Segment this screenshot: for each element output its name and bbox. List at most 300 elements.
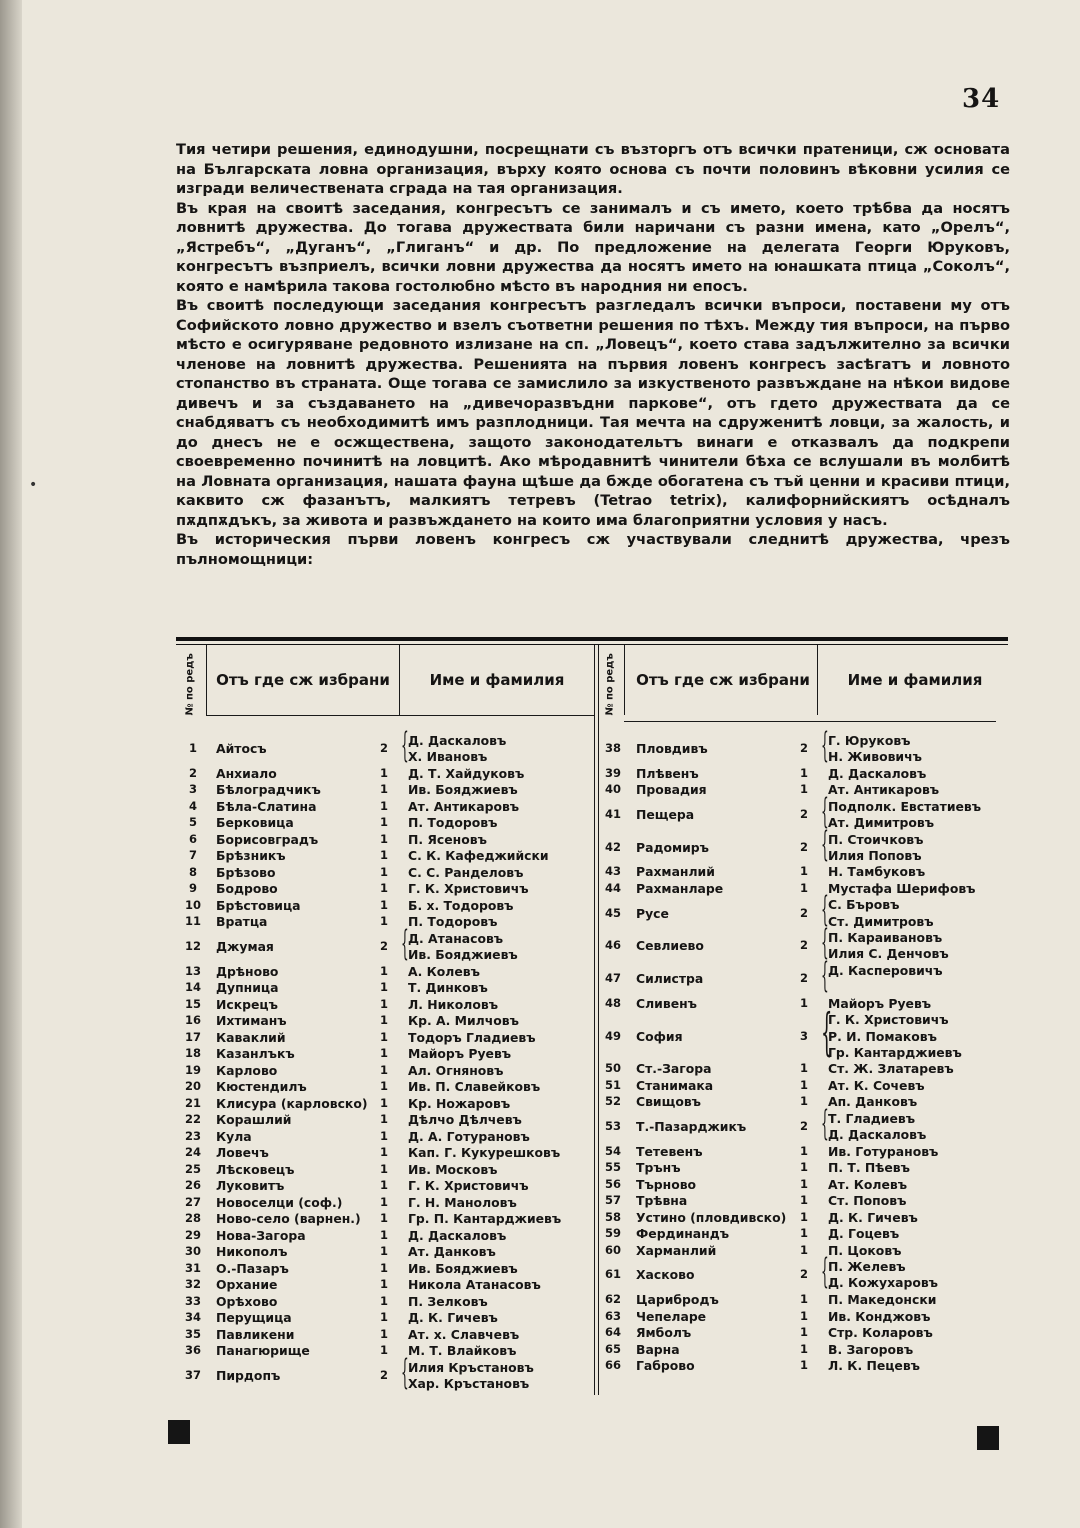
row-count: 1 xyxy=(379,782,388,797)
row-number: 65 xyxy=(604,1341,621,1356)
row-number: 18 xyxy=(184,1046,201,1061)
row-count: 1 xyxy=(799,1325,808,1339)
row-count: 1 xyxy=(379,864,388,879)
row-number: 60 xyxy=(604,1242,621,1257)
row-name: Кап. Г. Кукурешковъ xyxy=(408,1145,561,1161)
row-place: Перущица xyxy=(216,1310,292,1326)
header-name-right: Име и фамилия xyxy=(847,671,983,689)
row-place: Луковитъ xyxy=(216,1178,285,1194)
row-number: 32 xyxy=(184,1277,201,1292)
binding-gutter xyxy=(0,0,22,1528)
row-count: 1 xyxy=(799,995,808,1010)
table-row xyxy=(176,1209,918,1226)
row-count: 1 xyxy=(799,1193,808,1208)
row-name: П. Тодоровъ xyxy=(408,914,498,930)
row-count: 1 xyxy=(379,1211,388,1226)
row-place: Орхание xyxy=(216,1277,278,1293)
row-count: 1 xyxy=(379,996,388,1011)
row-number: 4 xyxy=(188,798,197,813)
row-name: Ат. К. Сочевъ xyxy=(828,1077,925,1093)
row-number: 15 xyxy=(184,996,201,1011)
header-bottom-rule xyxy=(206,715,594,716)
row-number: 31 xyxy=(184,1260,201,1275)
row-name: Гр. П. Кантарджиевъ xyxy=(408,1211,562,1227)
row-name: Мустафа Шерифовъ xyxy=(828,880,976,896)
row-place: Кюстендилъ xyxy=(216,1079,307,1095)
row-name: Д. Даскаловъ xyxy=(408,1227,507,1243)
row-place: Новоселци (соф.) xyxy=(216,1194,343,1210)
row-place: Тетевенъ xyxy=(636,1143,703,1159)
row-name: Д. Кожухаровъ xyxy=(828,1275,938,1291)
row-name: П. Т. Пѣевъ xyxy=(828,1160,910,1176)
row-name: С. К. Кафеджийски xyxy=(408,848,549,864)
row-name: Н. Живовичъ xyxy=(828,749,922,765)
row-place: Берковица xyxy=(216,815,294,831)
table-row xyxy=(176,880,976,897)
row-name: Ив. Готурановъ xyxy=(828,1143,939,1159)
row-number: 28 xyxy=(184,1211,201,1226)
row-number: 24 xyxy=(184,1145,201,1160)
row-place: Панагюрище xyxy=(216,1343,310,1359)
paragraph-2: Въ края на своитѣ заседания, конгресътъ се занималъ и съ името, което трѣбва да носятъ ловнитѣ дружества. До тогава дружествата били наричани съ разни имена, като „Орелъ“, „Ястребъ“, „Дуганъ“, „Глиганъ“ и др. По предложение на делегата Георги Юруковъ, конгресътъ възприелъ, всички ловни дружества да носятъ името на юнашката птица „Соколъ“, която е намѣрила такова гостолюбно мѣсто въ народния ни епосъ. xyxy=(176,199,1010,295)
row-count: 1 xyxy=(379,1244,388,1259)
row-place: Русе xyxy=(636,905,669,921)
row-count: 1 xyxy=(799,1341,808,1356)
row-count: 1 xyxy=(379,980,388,995)
row-count: 1 xyxy=(799,1061,808,1076)
row-count: 1 xyxy=(379,848,388,863)
table-row xyxy=(176,1358,920,1374)
row-count: 2 xyxy=(379,1367,388,1382)
table-top-rule xyxy=(176,637,1008,641)
body-text xyxy=(176,140,1010,569)
row-place: Царибродъ xyxy=(636,1292,719,1307)
row-name: Ат. Димитровъ xyxy=(828,815,935,831)
row-count: 2 xyxy=(799,839,808,854)
row-name: Ст. Ж. Златаревъ xyxy=(828,1061,954,1077)
brace-icon: { xyxy=(821,824,829,865)
table-row xyxy=(176,1094,918,1110)
row-name: Хар. Кръстановъ xyxy=(408,1375,530,1391)
row-name: Д. Гоцевъ xyxy=(828,1226,900,1242)
header-place-left: Отъ где сж избрани xyxy=(216,671,390,689)
row-count: 1 xyxy=(799,1143,808,1158)
row-count: 1 xyxy=(379,1161,388,1176)
row-number: 12 xyxy=(184,938,201,953)
row-number: 42 xyxy=(604,839,621,854)
grid-line xyxy=(206,645,207,715)
row-number: 58 xyxy=(604,1209,621,1224)
row-place: Силистра xyxy=(636,971,704,987)
row-count: 1 xyxy=(799,1160,808,1175)
row-number: 54 xyxy=(604,1143,621,1158)
row-name: П. Ясеновъ xyxy=(408,831,487,847)
row-name: Д. Даскаловъ xyxy=(408,733,507,748)
row-count: 2 xyxy=(799,1267,808,1282)
row-name: Ив. Бояджиевъ xyxy=(408,1260,518,1276)
row-place: Клисура (карловско) xyxy=(216,1095,368,1111)
row-count: 1 xyxy=(799,864,808,879)
row-place: Рахманларе xyxy=(636,880,724,896)
row-number: 41 xyxy=(604,806,621,821)
row-place: Казанлъкъ xyxy=(216,1046,295,1062)
table-row xyxy=(176,1341,914,1358)
table-row xyxy=(176,1308,931,1325)
table-row xyxy=(176,765,927,782)
table-row xyxy=(176,864,926,880)
table-row xyxy=(176,1226,900,1242)
table-row xyxy=(176,1193,907,1209)
row-place: Чепеларе xyxy=(636,1308,707,1324)
row-count: 1 xyxy=(799,765,808,780)
header-bottom-rule xyxy=(624,721,996,722)
row-place: Ихтиманъ xyxy=(216,1013,287,1029)
row-count: 1 xyxy=(379,881,388,896)
header-place-right: Отъ где сж избрани xyxy=(636,671,810,689)
row-number: 14 xyxy=(184,980,201,995)
table-row xyxy=(176,1242,902,1259)
brace-icon: { xyxy=(821,791,829,832)
row-number: 30 xyxy=(184,1244,201,1259)
row-name: Ал. Огняновъ xyxy=(408,1062,504,1078)
row-count: 1 xyxy=(379,1029,388,1044)
row-count: 1 xyxy=(379,1046,388,1061)
row-number: 61 xyxy=(604,1267,621,1282)
row-name: Гр. Кантарджиевъ xyxy=(828,1044,962,1060)
brace-icon: { xyxy=(401,726,409,766)
row-place: Павликени xyxy=(216,1326,295,1342)
row-number: 19 xyxy=(184,1062,201,1077)
row-place: Кула xyxy=(216,1128,252,1144)
row-number: 29 xyxy=(184,1227,201,1242)
row-place: Нова-Загора xyxy=(216,1227,306,1243)
row-place: Ново-село (варнен.) xyxy=(216,1211,361,1227)
brace-icon: { xyxy=(821,1252,829,1293)
table-row xyxy=(176,1160,910,1176)
row-name: Ат. Антикаровъ xyxy=(828,782,940,798)
row-place: Дрѣново xyxy=(216,963,279,979)
row-number: 66 xyxy=(604,1358,621,1372)
row-place: Харманлий xyxy=(636,1242,717,1258)
header-no-right: № по редъ xyxy=(604,653,616,716)
row-number: 53 xyxy=(604,1119,621,1134)
row-number: 34 xyxy=(184,1310,201,1325)
grid-line xyxy=(817,645,818,715)
row-name: Д. А. Готурановъ xyxy=(408,1128,530,1144)
row-count: 1 xyxy=(379,963,388,978)
row-number: 17 xyxy=(184,1029,201,1044)
row-name: Илия Кръстановъ xyxy=(408,1359,534,1375)
row-count: 1 xyxy=(379,1277,388,1292)
row-name: П. Желевъ xyxy=(828,1259,906,1275)
row-number: 48 xyxy=(604,995,621,1010)
row-name: Кр. Ножаровъ xyxy=(408,1095,511,1111)
row-place: Ямболъ xyxy=(636,1325,692,1340)
row-name: Л. К. Пецевъ xyxy=(828,1358,920,1373)
row-number: 38 xyxy=(604,741,621,756)
row-name: В. Загоровъ xyxy=(828,1341,914,1357)
paragraph-4: Въ историческия първи ловенъ конгресъ сж участвували следнитѣ дружества, чрезъ пълномощници: xyxy=(176,531,1010,568)
row-place: Търново xyxy=(636,1176,697,1192)
row-number: 20 xyxy=(184,1079,201,1094)
row-name: Илия С. Денчовъ xyxy=(828,946,949,962)
table-row xyxy=(176,726,922,766)
brace-icon: { xyxy=(401,1352,409,1393)
row-place: Севлиево xyxy=(636,938,704,954)
row-name: М. Т. Влайковъ xyxy=(408,1343,517,1359)
row-place: Ст.-Загора xyxy=(636,1061,712,1077)
row-count: 1 xyxy=(799,782,808,797)
row-count: 1 xyxy=(799,1242,808,1257)
row-name: Г. К. Христовичъ xyxy=(828,1012,949,1028)
row-count: 2 xyxy=(799,806,808,821)
row-place: Искрецъ xyxy=(216,996,278,1012)
row-count: 1 xyxy=(379,897,388,912)
row-place: Корашлий xyxy=(216,1112,292,1128)
brace-icon: { xyxy=(821,956,829,996)
row-count: 2 xyxy=(799,971,808,986)
row-name: Н. Тамбуковъ xyxy=(828,864,926,880)
row-name: С. Бъровъ xyxy=(828,897,900,913)
row-count: 2 xyxy=(799,741,808,756)
row-number: 44 xyxy=(604,880,621,895)
row-count: 1 xyxy=(799,1209,808,1224)
row-number: 46 xyxy=(604,938,621,953)
row-number: 45 xyxy=(604,905,621,920)
row-name: Г. Юруковъ xyxy=(828,733,911,748)
row-place: Брѣстовица xyxy=(216,897,301,913)
row-name: П. Караивановъ xyxy=(828,930,943,946)
row-count: 1 xyxy=(799,1094,808,1109)
row-count: 1 xyxy=(379,1227,388,1242)
table-row xyxy=(176,923,949,964)
row-place: Вратца xyxy=(216,914,268,930)
row-place: Карлово xyxy=(216,1062,278,1078)
row-name: Д. Даскаловъ xyxy=(828,1127,927,1143)
row-name: Ив. Конджовъ xyxy=(828,1308,931,1324)
row-count: 1 xyxy=(379,1326,388,1341)
row-number: 39 xyxy=(604,765,621,780)
row-name: Ат. х. Славчевъ xyxy=(408,1326,520,1342)
row-number: 33 xyxy=(184,1293,201,1308)
row-place: Хасково xyxy=(636,1267,695,1283)
row-number: 7 xyxy=(188,848,197,863)
brace-icon: { xyxy=(821,726,829,766)
table-row xyxy=(176,1292,937,1308)
row-count: 1 xyxy=(379,1013,388,1028)
row-place: Свищовъ xyxy=(636,1094,701,1110)
row-name: П. Македонски xyxy=(828,1292,937,1307)
grid-line xyxy=(598,645,599,1395)
row-number: 56 xyxy=(604,1176,621,1191)
row-place: Брѣзникъ xyxy=(216,848,286,864)
row-number: 50 xyxy=(604,1061,621,1076)
row-name: Ив. Бояджиевъ xyxy=(408,782,518,798)
row-place: София xyxy=(636,1028,683,1044)
row-number: 36 xyxy=(184,1343,201,1358)
row-number: 63 xyxy=(604,1308,621,1323)
row-name: Д. К. Гичевъ xyxy=(828,1209,918,1225)
table-row xyxy=(176,995,932,1012)
row-place: Трѣвна xyxy=(636,1193,688,1209)
row-count: 2 xyxy=(799,938,808,953)
row-place: Трънъ xyxy=(636,1160,681,1176)
row-name: П. Зелковъ xyxy=(408,1293,488,1309)
grid-line xyxy=(399,645,400,715)
row-place: Фердинандъ xyxy=(636,1226,730,1242)
row-name: Д. Касперовичъ xyxy=(828,963,943,978)
row-number: 40 xyxy=(604,782,621,797)
row-place: Брѣзово xyxy=(216,864,276,880)
row-name: Ат. Колевъ xyxy=(828,1176,908,1192)
row-count: 1 xyxy=(799,1308,808,1323)
row-name: Ат. Данковъ xyxy=(408,1244,496,1260)
row-count: 2 xyxy=(799,1119,808,1134)
row-place: Каваклий xyxy=(216,1029,286,1045)
row-count: 2 xyxy=(379,938,388,953)
brace-icon: { xyxy=(821,890,829,931)
row-place: Плѣвенъ xyxy=(636,765,699,781)
row-count: 2 xyxy=(799,905,808,920)
row-count: 2 xyxy=(379,741,388,756)
row-name: Т. Динковъ xyxy=(408,980,488,996)
row-place: Т.-Пазарджикъ xyxy=(636,1119,747,1135)
paragraph-1: Тия четири решения, единодушни, посрещнати съ възторгъ отъ всички пратеници, сж основата на Българската ловна организация, върху която основа съ почти половинъ вѣковни усилия се изгради величествената сграда на тая организация. xyxy=(176,141,1010,197)
row-number: 23 xyxy=(184,1128,201,1143)
row-number: 35 xyxy=(184,1326,201,1341)
table-row xyxy=(176,956,943,996)
row-name: Ат. Антикаровъ xyxy=(408,798,520,814)
row-place: Дупница xyxy=(216,980,279,996)
row-number: 43 xyxy=(604,864,621,879)
row-name: Подполк. Евстатиевъ xyxy=(828,798,982,814)
row-number: 10 xyxy=(184,897,201,912)
row-name: Г. К. Христовичъ xyxy=(408,1178,529,1194)
row-count: 1 xyxy=(379,1310,388,1325)
row-name: Г. Н. Маноловъ xyxy=(408,1194,517,1210)
table-row xyxy=(176,782,940,798)
row-name: Тодоръ Гладиевъ xyxy=(408,1029,536,1045)
row-place: Рахманлий xyxy=(636,864,715,880)
brace-icon: { xyxy=(821,923,829,964)
row-name: Р. И. Помаковъ xyxy=(828,1028,937,1044)
row-name: Д. Даскаловъ xyxy=(828,765,927,781)
row-number: 51 xyxy=(604,1077,621,1092)
row-number: 27 xyxy=(184,1194,201,1209)
table-row xyxy=(176,890,934,931)
row-place: Станимака xyxy=(636,1077,714,1093)
table-row xyxy=(176,1061,954,1077)
row-count: 1 xyxy=(799,1226,808,1241)
row-place: Радомиръ xyxy=(636,839,709,855)
row-name: П. Стоичковъ xyxy=(828,831,924,847)
row-number: 5 xyxy=(188,815,197,830)
row-name: Никола Атанасовъ xyxy=(408,1277,541,1293)
row-count: 1 xyxy=(379,765,388,780)
row-place: Ловечъ xyxy=(216,1145,269,1161)
row-number: 47 xyxy=(604,971,621,986)
row-name: Т. Гладиевъ xyxy=(828,1110,916,1126)
row-name: Ив. Московъ xyxy=(408,1161,498,1177)
row-place: О.-Пазаръ xyxy=(216,1260,289,1276)
row-number: 64 xyxy=(604,1325,621,1339)
table-row xyxy=(176,1077,925,1094)
row-name: Х. Ивановъ xyxy=(408,749,488,765)
row-number: 22 xyxy=(184,1112,201,1127)
row-place: Габрово xyxy=(636,1358,695,1373)
registration-mark-right xyxy=(977,1426,999,1450)
row-name: Кр. А. Милчовъ xyxy=(408,1013,519,1029)
row-name: Д. Т. Хайдуковъ xyxy=(408,765,525,781)
row-number: 25 xyxy=(184,1161,201,1176)
paragraph-3: Въ своитѣ последующи заседания конгресътъ разгледалъ всички въпроси, поставени му отъ Софийското ловно дружество и взелъ съответни решения по тѣхъ. Между тия въпроси, на първо мѣсто е осигуряване редовното излизане на сп. „Ловецъ“, което става задължително за всички членове на ловнитѣ дружества. Решенията на първия ловенъ конгресъ засѣгатъ и ловното стопанство въ страната. Още тогава се замислило за изкуственото развъждане на нѣкои видове дивечъ и за създаването на „дивечоразвъдни паркове“, отъ гдето дружествата да се снабдяватъ съ необходимитѣ имъ разплодници. Тая мечта на сдруженитѣ ловци, за жалость, и до днесъ не е осжществена, защото законодательтъ винаги е отказвалъ да подкрепи своевременно починитѣ на ловцитѣ. Ако мѣродавнитѣ чинители бѣха се вслушали въ молбитѣ на Ловната организация, нашата фауна щѣше да бжде обогатена съ тъй ценни и красиви птици, каквито сж фазанътъ, малкиятъ тетревъ (Tetrao tetrix), калифорнийскиятъ осѣдналъ пѫдпѫдъкъ, за живота и развъждането на които има благоприятни условия у насъ. xyxy=(176,297,1010,529)
row-count: 1 xyxy=(799,1077,808,1092)
row-number: 57 xyxy=(604,1193,621,1208)
row-name: Дѣлчо Дѣлчевъ xyxy=(408,1112,522,1128)
table-row xyxy=(176,1143,939,1160)
row-place: Бѣлоградчикъ xyxy=(216,782,321,798)
row-number: 59 xyxy=(604,1226,621,1241)
row-place: Джумая xyxy=(216,938,274,954)
row-number: 8 xyxy=(188,864,197,879)
row-number: 13 xyxy=(184,963,201,978)
row-number: 55 xyxy=(604,1160,621,1175)
header-name-left: Име и фамилия xyxy=(429,671,565,689)
row-number: 1 xyxy=(188,741,197,756)
row-name: Л. Николовъ xyxy=(408,996,499,1012)
row-count: 1 xyxy=(379,1260,388,1275)
row-place: Пирдопъ xyxy=(216,1367,281,1383)
row-name: Ап. Данковъ xyxy=(828,1094,918,1110)
row-number: 62 xyxy=(604,1292,621,1306)
row-place: Бѣла-Слатина xyxy=(216,798,317,814)
row-number: 6 xyxy=(188,831,197,846)
table-row xyxy=(176,1325,933,1341)
brace-icon: { xyxy=(401,923,409,964)
row-place: Сливенъ xyxy=(636,995,697,1011)
row-name: Илия Поповъ xyxy=(828,847,922,863)
row-place: Пещера xyxy=(636,806,695,822)
row-count: 1 xyxy=(799,880,808,895)
row-number: 16 xyxy=(184,1013,201,1028)
row-name: Д. К. Гичевъ xyxy=(408,1310,498,1326)
row-name: Стр. Коларовъ xyxy=(828,1325,933,1340)
table-row xyxy=(176,1176,908,1193)
table-row xyxy=(176,791,982,832)
row-number: 26 xyxy=(184,1178,201,1193)
row-number: 2 xyxy=(188,765,197,780)
row-number: 37 xyxy=(184,1367,201,1382)
page-number: 34 xyxy=(962,84,1001,114)
brace-icon: { xyxy=(821,1003,833,1063)
row-number: 3 xyxy=(188,782,197,797)
row-place: Борисовградъ xyxy=(216,831,319,847)
row-count: 1 xyxy=(379,1095,388,1110)
row-count: 1 xyxy=(379,815,388,830)
row-name: Ст. Димитровъ xyxy=(828,913,934,929)
row-name: Ив. Бояджиевъ xyxy=(408,947,518,963)
row-name: Г. К. Христовичъ xyxy=(408,881,529,897)
row-count: 1 xyxy=(379,798,388,813)
row-place: Анхиало xyxy=(216,765,277,781)
row-count: 1 xyxy=(379,831,388,846)
row-name: П. Цоковъ xyxy=(828,1242,902,1258)
row-name: С. С. Ранделовъ xyxy=(408,864,524,880)
row-name: А. Колевъ xyxy=(408,963,480,979)
row-count: 1 xyxy=(379,1145,388,1160)
row-number: 49 xyxy=(604,1028,621,1043)
table-row xyxy=(176,824,924,865)
